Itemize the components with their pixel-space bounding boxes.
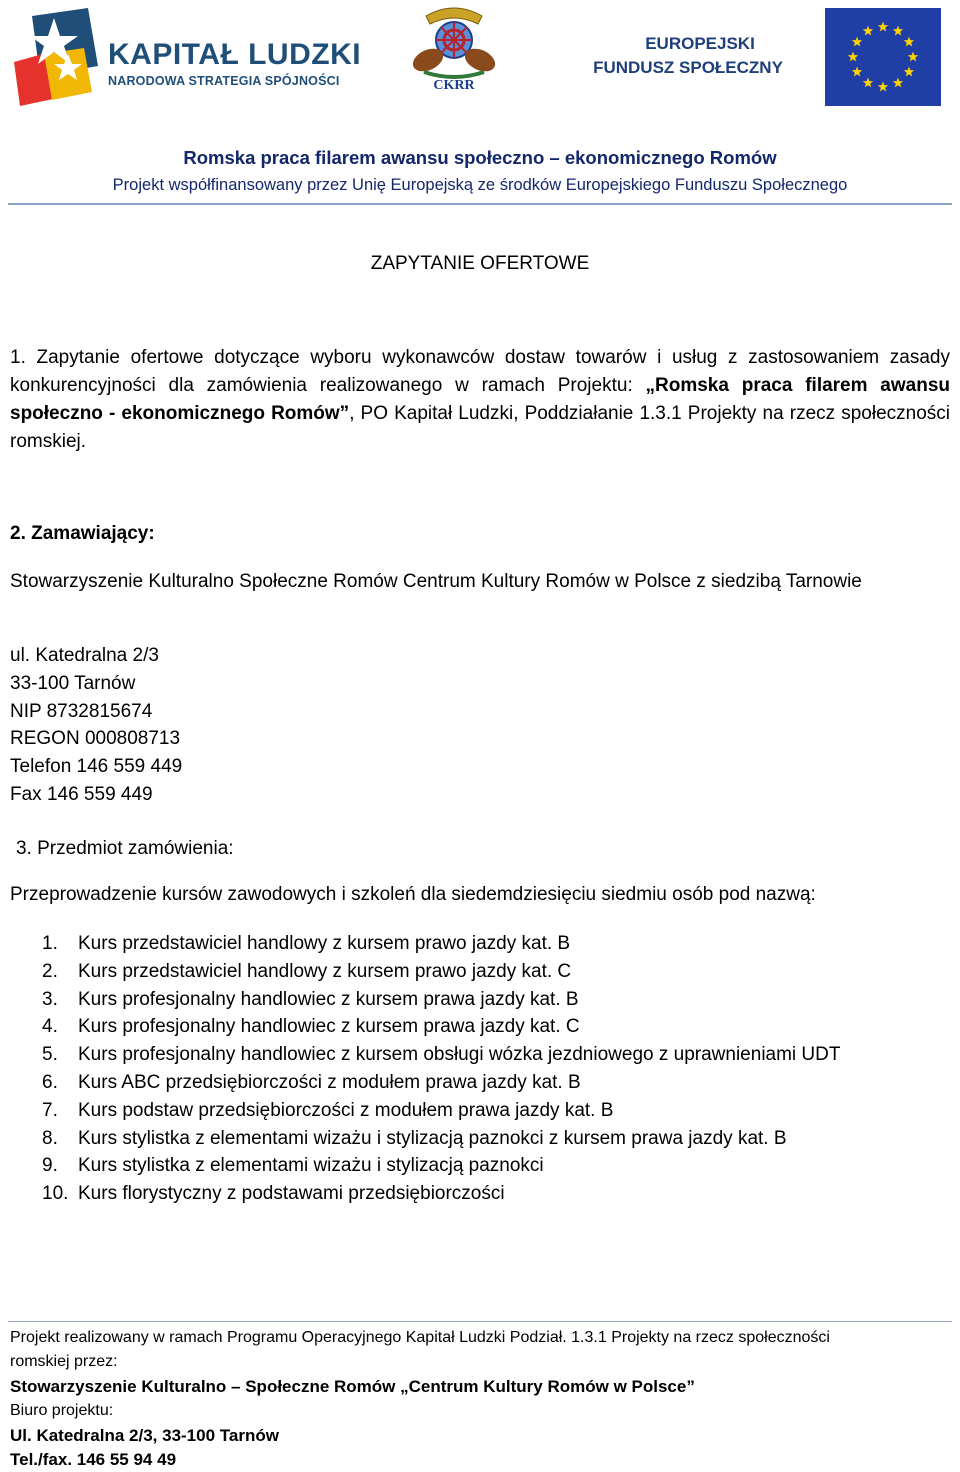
list-item: [42, 1069, 840, 1097]
section-1-project-name: „Romska praca filarem awansu społeczno - ekonomicznego Romów”: [10, 375, 950, 424]
list-item: [42, 986, 840, 1014]
section-1-lead: 1. Zapytanie ofertowe dotyczące wyboru wykonawców dostaw towarów i usług z zastosowaniem zasady konkurencyjności dla zamówienia realizowanego w ramach Projektu:: [10, 347, 950, 396]
footer-divider: [8, 1321, 952, 1322]
address-phone: Telefon 146 559 449: [10, 756, 183, 778]
course-name: Kurs przedstawiciel handlowy z kursem prawo jazdy kat. B: [78, 933, 571, 954]
address-nip: NIP 8732815674: [10, 700, 153, 722]
course-number: 4.: [42, 1016, 58, 1038]
footer-address: Ul. Katedralna 2/3, 33-100 Tarnów: [10, 1425, 279, 1445]
contracting-organization: Stowarzyszenie Kulturalno Społeczne Romów Centrum Kultury Romów w Polsce z siedzibą Tarnowie: [10, 571, 862, 592]
document-title: ZAPYTANIE OFERTOWE: [370, 253, 590, 274]
course-number: 1.: [42, 933, 58, 954]
header-divider: [8, 203, 952, 205]
course-number: 3.: [42, 988, 58, 1010]
course-name: Kurs profesjonalny handlowiec z kursem obsługi wózka jezdniowego z uprawnieniami UDT: [78, 1044, 841, 1066]
address-street: ul. Katedralna 2/3: [10, 645, 159, 666]
section-1-paragraph: [10, 344, 950, 456]
list-item: [42, 1013, 840, 1041]
project-subtitle: Projekt współfinansowany przez Unię Europejską ze środków Europejskiego Funduszu Społecznego: [112, 176, 848, 194]
course-number: 9.: [42, 1155, 58, 1177]
course-number: 7.: [42, 1099, 58, 1121]
kapital-ludzki-logo: [10, 6, 362, 108]
list-item: [42, 958, 840, 986]
course-number: 6.: [42, 1071, 58, 1093]
course-name: Kurs florystyczny z podstawami przedsiębiorczości: [78, 1183, 505, 1205]
course-list: [42, 930, 840, 1208]
ckrr-logo: [404, 2, 504, 98]
course-name: Kurs stylistka z elementami wizażu i stylizacją paznokci: [78, 1155, 544, 1177]
list-item: [42, 930, 840, 958]
footer-office-label: Biuro projektu:: [10, 1402, 114, 1420]
footer-organization: Stowarzyszenie Kulturalno – Społeczne Romów „Centrum Kultury Romów w Polsce”: [10, 1376, 695, 1396]
list-item: [42, 1041, 840, 1069]
eu-flag-icon: [825, 8, 941, 106]
address-city: 33-100 Tarnów: [10, 672, 136, 694]
footer-program-line-2: romskiej przez:: [10, 1353, 118, 1371]
ckrr-emblem-icon: [404, 2, 504, 80]
list-item: [42, 1125, 840, 1153]
course-number: 10.: [42, 1183, 69, 1205]
kapital-ludzki-emblem-icon: [10, 6, 106, 108]
section-3-intro: Przeprowadzenie kursów zawodowych i szkoleń dla siedemdziesięciu siedmiu osób pod nazwą:: [10, 884, 816, 905]
list-item: [42, 1180, 840, 1208]
course-name: Kurs ABC przedsiębiorczości z modułem prawa jazdy kat. B: [78, 1071, 581, 1093]
kapital-ludzki-title: KAPITAŁ LUDZKI: [108, 38, 362, 71]
kapital-ludzki-subtitle: NARODOWA STRATEGIA SPÓJNOŚCI: [108, 74, 340, 88]
course-name: Kurs stylistka z elementami wizażu i stylizacją paznokci z kursem prawa jazdy kat. B: [78, 1127, 787, 1149]
ckrr-label: CKRR: [433, 78, 475, 93]
course-number: 8.: [42, 1127, 58, 1149]
footer-phone: Tel./fax. 146 55 94 49: [10, 1450, 177, 1470]
efs-logo: [583, 6, 943, 106]
course-number: 2.: [42, 960, 58, 982]
section-3-heading: 3. Przedmiot zamówienia:: [16, 838, 234, 859]
address-regon: REGON 000808713: [10, 728, 181, 750]
address-fax: Fax 146 559 449: [10, 783, 153, 805]
section-2-heading: 2. Zamawiający:: [10, 523, 155, 544]
section-1-tail: , PO Kapitał Ludzki, Poddziałanie 1.3.1 Projekty na rzecz społeczności romskiej.: [10, 403, 951, 452]
course-name: Kurs przedstawiciel handlowy z kursem prawo jazdy kat. C: [78, 960, 572, 982]
course-name: Kurs profesjonalny handlowiec z kursem prawa jazdy kat. B: [78, 988, 579, 1010]
contracting-address: [10, 642, 182, 809]
footer: [10, 1326, 830, 1472]
course-name: Kurs profesjonalny handlowiec z kursem prawa jazdy kat. C: [78, 1016, 580, 1038]
project-title: Romska praca filarem awansu społeczno – ekonomicznego Romów: [183, 147, 777, 168]
footer-program-line: Projekt realizowany w ramach Programu Operacyjnego Kapitał Ludzki Podział. 1.3.1 Projekty na rzecz społeczności: [10, 1329, 830, 1346]
list-item: [42, 1152, 840, 1180]
course-name: Kurs podstaw przedsiębiorczości z modułem prawa jazdy kat. B: [78, 1099, 614, 1121]
list-item: [42, 1097, 840, 1125]
efs-title-line2: FUNDUSZ SPOŁECZNY: [593, 58, 783, 77]
efs-title-line1: EUROPEJSKI: [645, 34, 755, 53]
course-number: 5.: [42, 1044, 58, 1066]
